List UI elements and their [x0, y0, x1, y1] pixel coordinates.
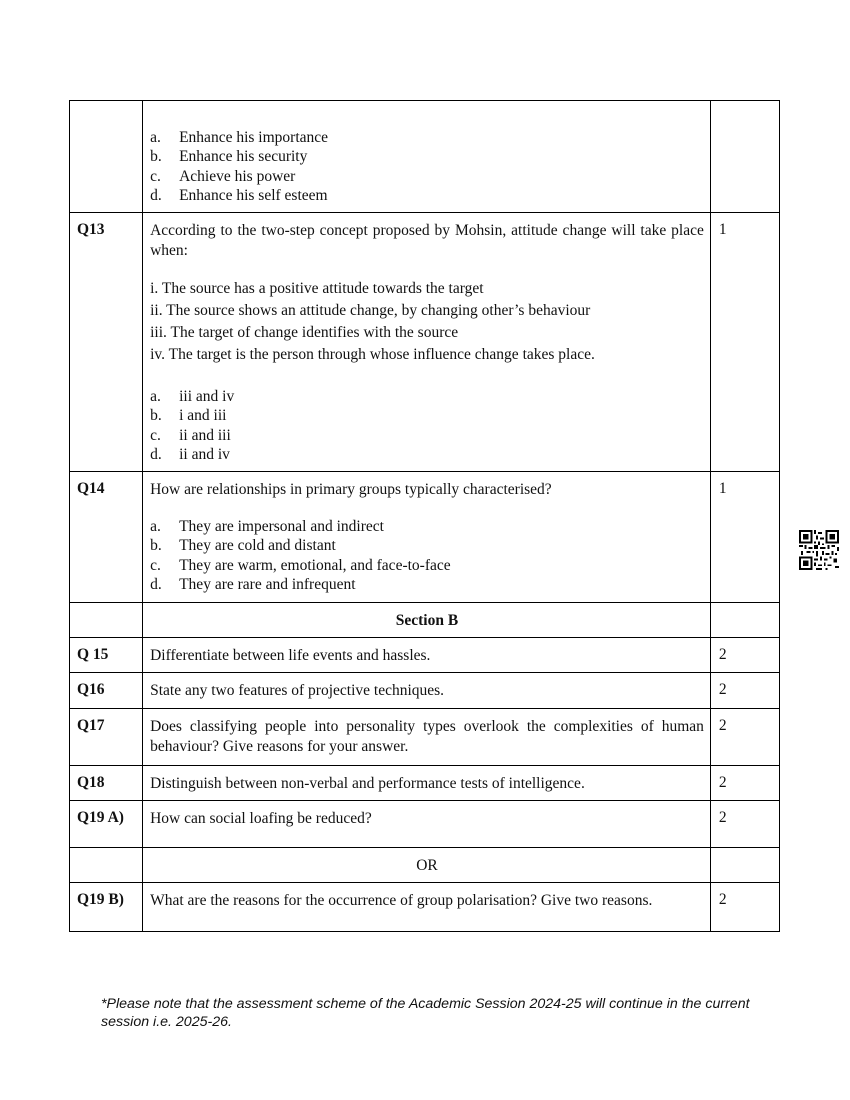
- options-list: [150, 387, 704, 464]
- table-row: [70, 472, 780, 603]
- question-text: How are relationships in primary groups typically characterised?: [150, 481, 552, 498]
- option: d. Enhance his self esteem: [150, 186, 328, 204]
- option: a. They are impersonal and indirect: [150, 518, 384, 535]
- marks: 1: [710, 472, 779, 603]
- footer-note: *Please note that the assessment scheme of the Academic Session 2024-25 will continue in the current session i.e. 2025-26.: [101, 996, 750, 1030]
- table-row: [70, 883, 780, 932]
- marks: 2: [710, 883, 779, 932]
- question-number-cell: [70, 848, 143, 883]
- question-number: Q13: [70, 213, 143, 472]
- question-number: Q16: [70, 673, 143, 709]
- option: d. They are rare and infrequent: [150, 575, 356, 593]
- question-number: Q14: [70, 472, 143, 603]
- question-text: Distinguish between non-verbal and performance tests of intelligence.: [143, 766, 711, 801]
- option: a. iii and iv: [150, 388, 235, 405]
- table-row: [70, 101, 780, 213]
- marks-cell: [710, 603, 779, 638]
- option: b. Enhance his security: [150, 148, 308, 166]
- statement: iv. The target is the person through whose influence change takes place.: [150, 346, 595, 363]
- table-row: [70, 213, 780, 472]
- question-text-cell: [143, 213, 711, 472]
- table-row: [70, 603, 780, 638]
- question-number: Q 15: [70, 638, 143, 673]
- section-heading: Section B: [143, 603, 711, 638]
- question-text: What are the reasons for the occurrence of group polarisation? Give two reasons.: [143, 883, 711, 932]
- question-number: Q19 B): [70, 883, 143, 932]
- question-text: How can social loafing be reduced?: [143, 801, 711, 848]
- marks: 2: [710, 673, 779, 709]
- marks: 1: [710, 213, 779, 472]
- statement: ii. The source shows an attitude change, by changing other’s behaviour: [150, 302, 591, 319]
- or-label: OR: [143, 848, 711, 883]
- question-text-cell: [143, 472, 711, 603]
- qr-code-icon: [799, 530, 839, 570]
- option: d. ii and iv: [150, 445, 230, 463]
- question-number-cell: [70, 603, 143, 638]
- option: c. Achieve his power: [150, 167, 296, 185]
- marks: 2: [710, 638, 779, 673]
- options-list: [150, 517, 704, 594]
- question-number: Q19 A): [70, 801, 143, 848]
- question-text: According to the two-step concept proposed by Mohsin, attitude change will take place when:: [150, 222, 704, 259]
- option: b. They are cold and distant: [150, 537, 336, 555]
- marks: 2: [710, 709, 779, 766]
- table-row: [70, 766, 780, 801]
- question-number: Q17: [70, 709, 143, 766]
- statement: i. The source has a positive attitude towards the target: [150, 280, 484, 297]
- marks: 2: [710, 801, 779, 848]
- question-number-cell: [70, 101, 143, 213]
- marks-cell: [710, 101, 779, 213]
- question-number: Q18: [70, 766, 143, 801]
- question-text: Differentiate between life events and hassles.: [143, 638, 711, 673]
- question-text: Does classifying people into personality types overlook the complexities of human behaviour? Give reasons for your answer.: [143, 709, 711, 766]
- table-row: [70, 709, 780, 766]
- option: b. i and iii: [150, 407, 227, 425]
- question-table: [69, 100, 780, 932]
- table-row: [70, 801, 780, 848]
- marks: 2: [710, 766, 779, 801]
- options-list: [150, 128, 704, 205]
- option: c. ii and iii: [150, 426, 231, 444]
- question-text-cell: [143, 101, 711, 213]
- option: a. Enhance his importance: [150, 129, 329, 146]
- option: c. They are warm, emotional, and face-to-face: [150, 556, 451, 574]
- statement: iii. The target of change identifies with the source: [150, 324, 459, 341]
- question-text: State any two features of projective techniques.: [143, 673, 711, 709]
- table-row: [70, 638, 780, 673]
- marks-cell: [710, 848, 779, 883]
- table-row: [70, 673, 780, 709]
- table-row: [70, 848, 780, 883]
